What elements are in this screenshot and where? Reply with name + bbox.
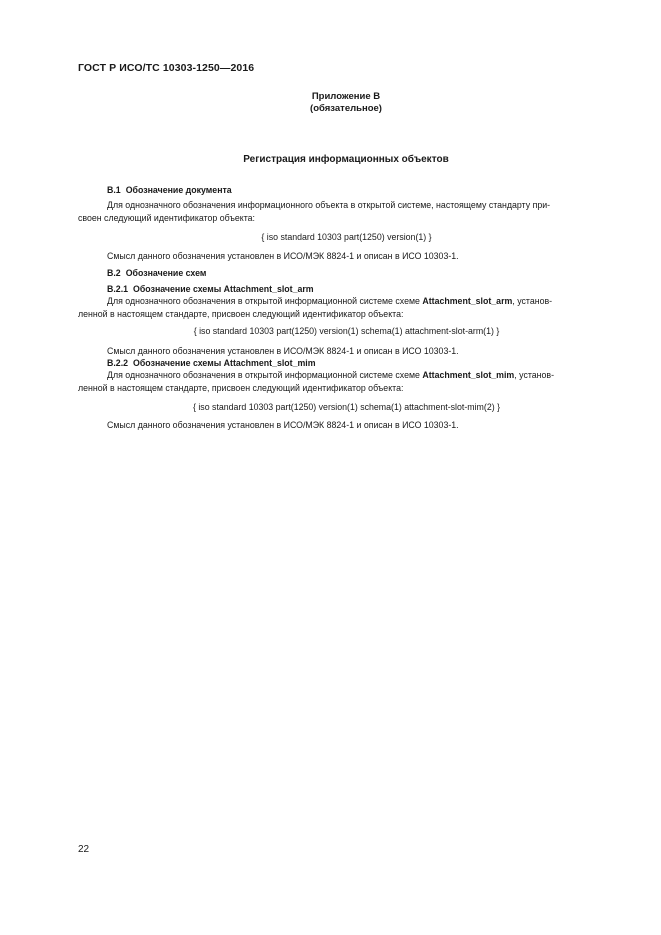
b21-paragraph-line2: ленной в настоящем стандарте, присвоен следующий идентификатор объекта: [78, 309, 404, 319]
standard-header: ГОСТ Р ИСО/ТС 10303-1250—2016 [78, 62, 255, 74]
heading-b21 [107, 284, 314, 294]
heading-b2-text: Обозначение схем [125, 268, 207, 278]
heading-b22-text: Обозначение схемы Attachment_slot_mim [133, 358, 316, 368]
b22-schema-name: Attachment_slot_mim [422, 370, 515, 380]
b22-paragraph-line1 [107, 370, 554, 380]
b21-meaning: Смысл данного обозначения установлен в ИСО/МЭК 8824-1 и описан в ИСО 10303-1. [107, 346, 459, 356]
b21-identifier: { iso standard 10303 part(1250) version(1) schema(1) attachment-slot-arm(1) } [193, 326, 500, 336]
annex-status: (обязательное) [310, 103, 382, 114]
heading-b21-number: В.2.1 [107, 284, 129, 294]
heading-b2 [107, 268, 206, 278]
heading-b21-text: Обозначение схемы Attachment_slot_arm [133, 284, 314, 294]
heading-b1-number: В.1 [107, 185, 121, 195]
b22-identifier: { iso standard 10303 part(1250) version(1) schema(1) attachment-slot-mim(2) } [192, 402, 501, 412]
b21-paragraph-line1 [107, 296, 552, 306]
b1-meaning: Смысл данного обозначения установлен в ИСО/МЭК 8824-1 и описан в ИСО 10303-1. [107, 251, 459, 261]
section-title: Регистрация информационных объектов [243, 154, 449, 165]
page-number: 22 [78, 844, 90, 855]
b22-meaning: Смысл данного обозначения установлен в ИСО/МЭК 8824-1 и описан в ИСО 10303-1. [107, 420, 459, 430]
b21-schema-name: Attachment_slot_arm [422, 296, 513, 306]
heading-b1 [107, 185, 232, 195]
b1-paragraph-line2: своен следующий идентификатор объекта: [78, 213, 255, 223]
b21-paragraph-post: , установ- [512, 296, 553, 306]
b22-paragraph-pre: Для однозначного обозначения в открытой информационной системе схеме [107, 370, 423, 380]
b1-identifier: { iso standard 10303 part(1250) version(1) } [261, 232, 432, 242]
b21-paragraph-pre: Для однозначного обозначения в открытой информационной системе схеме [107, 296, 423, 306]
b22-paragraph-line2: ленной в настоящем стандарте, присвоен следующий идентификатор объекта: [78, 383, 404, 393]
heading-b2-number: В.2 [107, 268, 121, 278]
heading-b1-text: Обозначение документа [125, 185, 232, 195]
heading-b22-number: В.2.2 [107, 358, 129, 368]
b1-paragraph-line1: Для однозначного обозначения информационного объекта в открытой системе, настоящему стандарту при- [107, 200, 551, 210]
b22-paragraph-post: , установ- [514, 370, 555, 380]
heading-b22 [107, 358, 316, 368]
annex-title: Приложение В [311, 91, 381, 102]
